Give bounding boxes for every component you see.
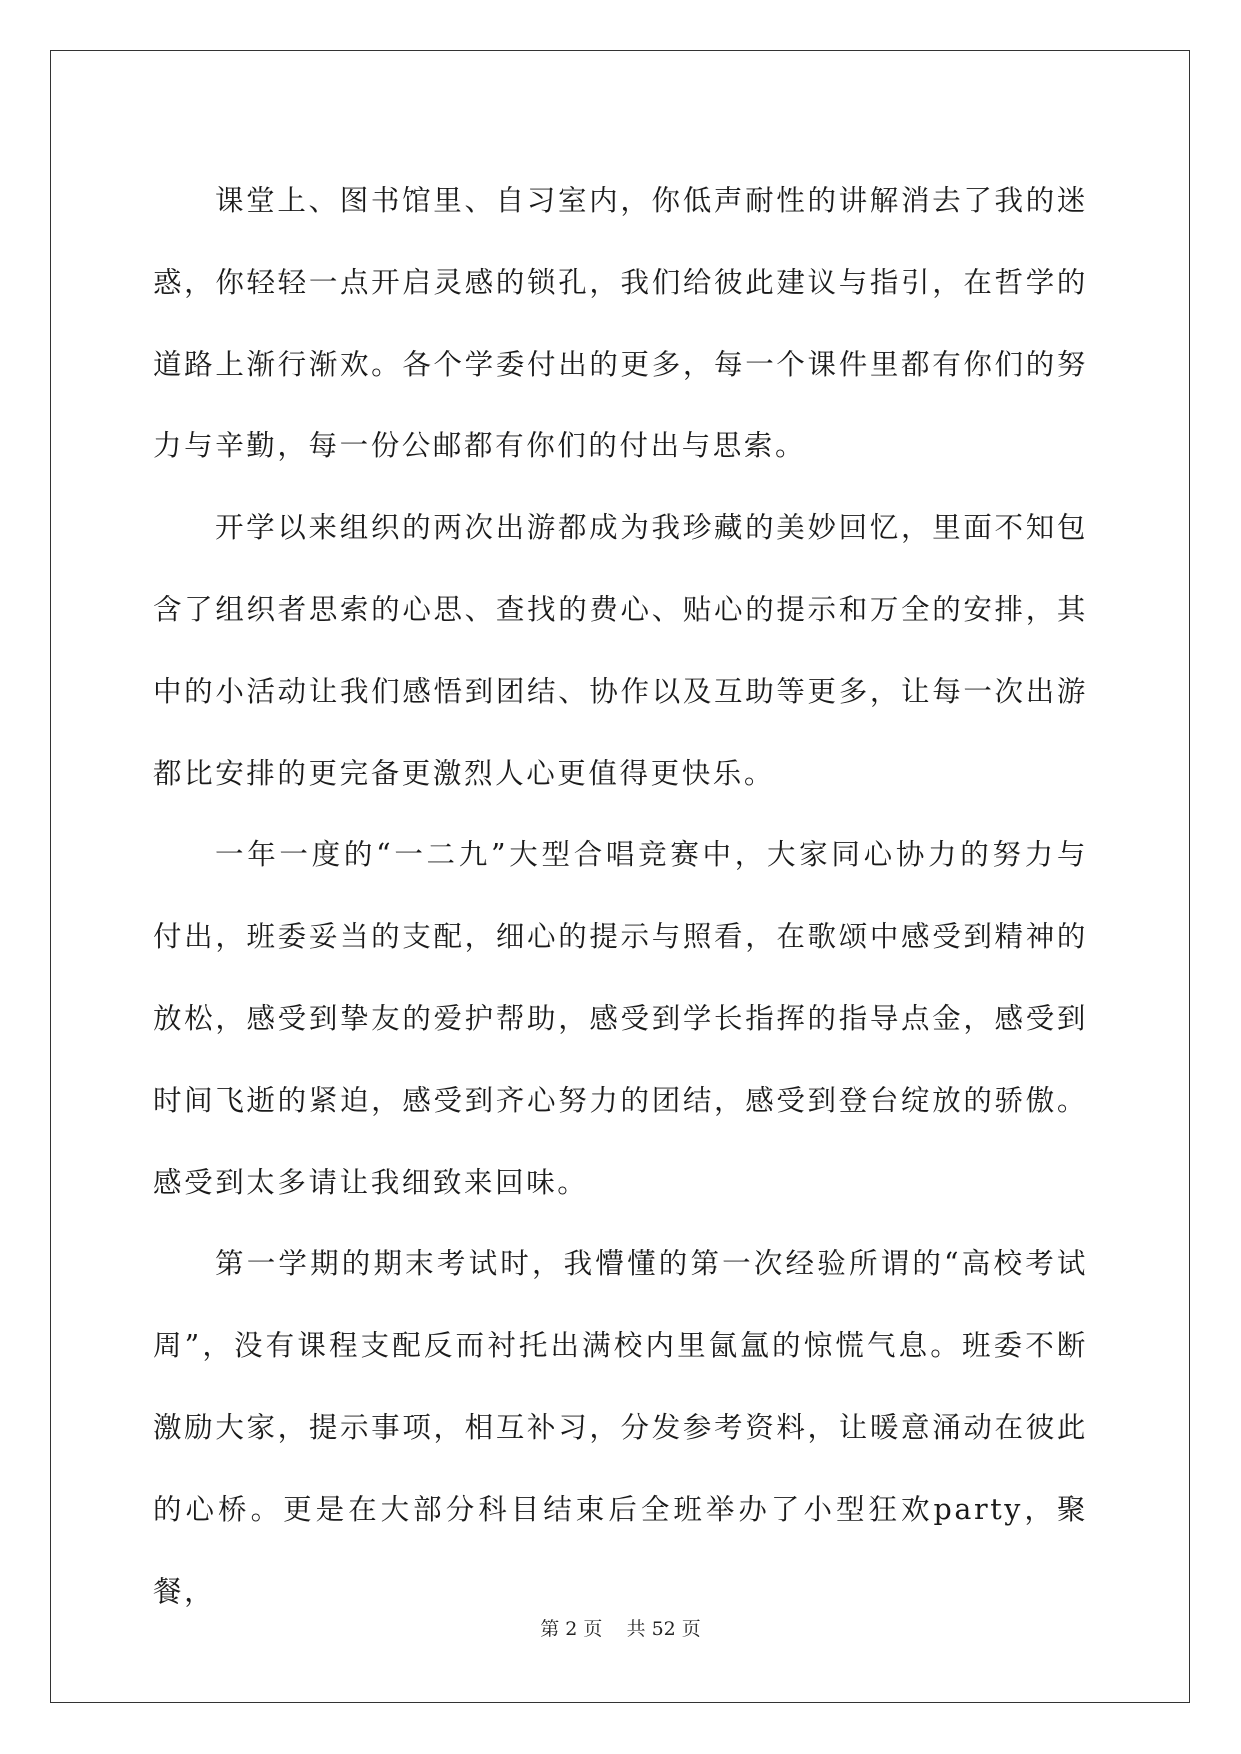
page-number-label: 第 2 页 共 52 页	[540, 1618, 701, 1640]
document-body	[153, 160, 1088, 1632]
paragraph: 一年一度的“一二九”大型合唱竞赛中，大家同心协力的努力与付出，班委妥当的支配，细心的提示与照看，在歌颂中感受到精神的放松，感受到挚友的爱护帮助，感受到学长指挥的指导点金，感受到时间飞逝的紧迫，感受到齐心努力的团结，感受到登台绽放的骄傲。感受到太多请让我细致来回味。	[153, 838, 1088, 1199]
paragraph: 课堂上、图书馆里、自习室内，你低声耐性的讲解消去了我的迷惑，你轻轻一点开启灵感的锁孔，我们给彼此建议与指引，在哲学的道路上渐行渐欢。各个学委付出的更多，每一个课件里都有你们的努力与辛勤，每一份公邮都有你们的付出与思索。	[153, 184, 1088, 463]
paragraph: 第一学期的期末考试时，我懵懂的第一次经验所谓的“高校考试周”，没有课程支配反而衬托出满校内里氤氲的惊慌气息。班委不断激励大家，提示事项，相互补习，分发参考资料，让暖意涌动在彼此的心桥。更是在大部分科目结束后全班举办了小型狂欢party，聚餐，	[153, 1247, 1088, 1608]
page-footer	[0, 1614, 1241, 1641]
paragraph: 开学以来组织的两次出游都成为我珍藏的美妙回忆，里面不知包含了组织者思索的心思、查找的费心、贴心的提示和万全的安排，其中的小活动让我们感悟到团结、协作以及互助等更多，让每一次出游都比安排的更完备更激烈人心更值得更快乐。	[153, 511, 1088, 790]
